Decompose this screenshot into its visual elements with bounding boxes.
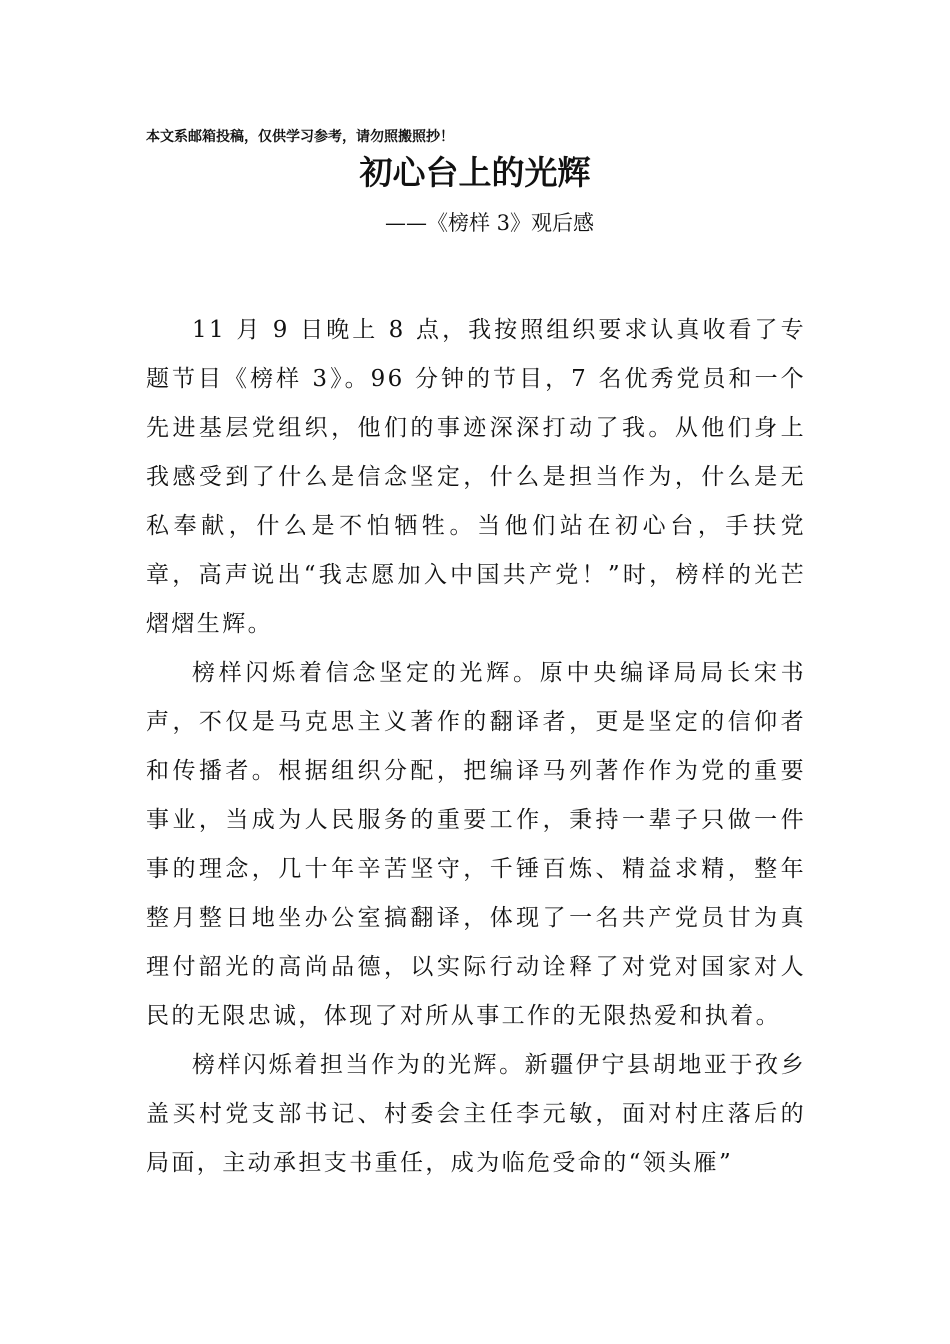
- submission-notice: 本文系邮箱投稿，仅供学习参考，请勿照搬照抄！: [146, 129, 454, 145]
- body-paragraph: 榜样闪烁着担当作为的光辉。新疆伊宁县胡地亚于孜乡盖买村党支部书记、村委会主任李元敏，面对村庄落后的局面，主动承担支书重任，成为临危受命的“领头雁”: [146, 1052, 806, 1176]
- document-title: 初心台上的光辉: [359, 153, 591, 192]
- document-subtitle: ——《榜样 3》观后感: [385, 211, 595, 235]
- document-body: [146, 306, 806, 1188]
- body-paragraph: 11 月 9 日晚上 8 点，我按照组织要求认真收看了专题节目《榜样 3》。96 分钟的节目，7 名优秀党员和一个先进基层党组织，他们的事迹深深打动了我。从他们身上我感受到了什么是信念坚定，什么是担当作为，什么是无私奉献，什么是不怕牺牲。当他们站在初心台，手扶党章，高声说出“我志愿加入中国共产党！”时，榜样的光芒熠熠生辉。: [146, 317, 806, 637]
- body-paragraph: 榜样闪烁着信念坚定的光辉。原中央编译局局长宋书声，不仅是马克思主义著作的翻译者，更是坚定的信仰者和传播者。根据组织分配，把编译马列著作作为党的重要事业，当成为人民服务的重要工作，秉持一辈子只做一件事的理念，几十年辛苦坚守，千锤百炼、精益求精，整年整月整日地坐办公室搞翻译，体现了一名共产党员甘为真理付韶光的高尚品德，以实际行动诠释了对党对国家对人民的无限忠诚，体现了对所从事工作的无限热爱和执着。: [146, 660, 806, 1029]
